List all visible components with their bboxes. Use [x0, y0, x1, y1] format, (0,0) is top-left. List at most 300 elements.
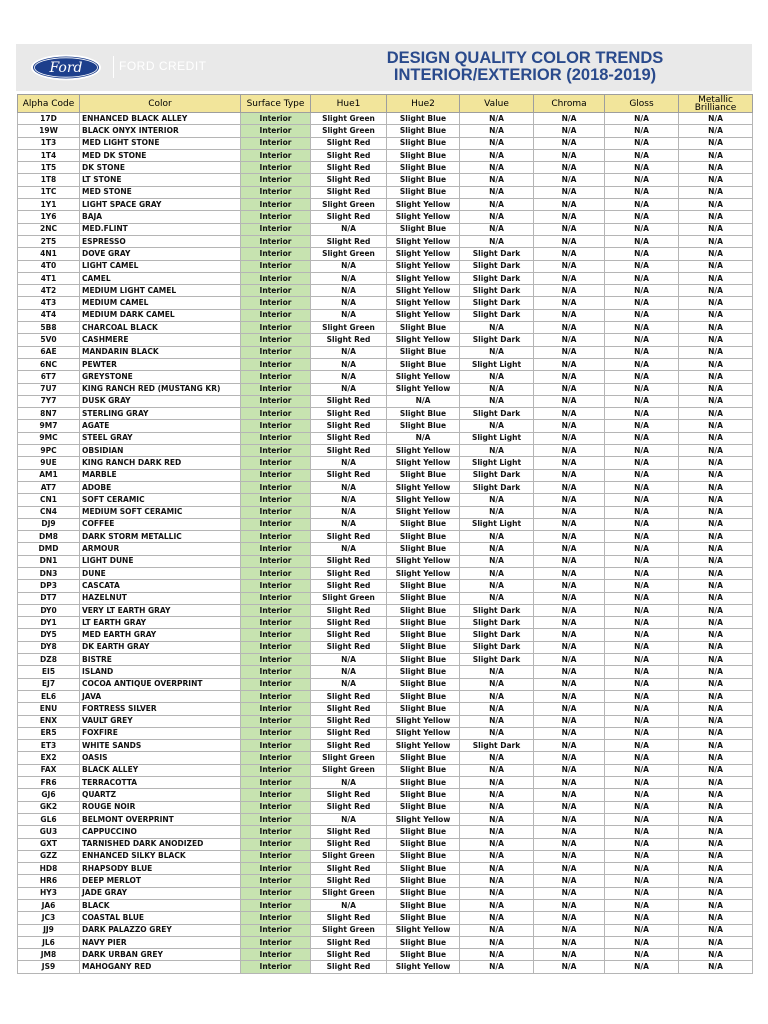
- hue1-cell: N/A: [311, 777, 387, 789]
- surface-type-cell: Interior: [241, 850, 311, 862]
- hue2-cell: Slight Yellow: [387, 445, 460, 457]
- alpha-code-cell: 1T5: [18, 162, 80, 174]
- chroma-cell: N/A: [534, 395, 605, 407]
- hue2-cell: Slight Blue: [387, 186, 460, 198]
- alpha-code-cell: 4T0: [18, 260, 80, 272]
- chroma-cell: N/A: [534, 678, 605, 690]
- svg-text:Ford: Ford: [49, 60, 83, 76]
- hue1-cell: Slight Red: [311, 395, 387, 407]
- alpha-code-cell: DY8: [18, 641, 80, 653]
- gloss-cell: N/A: [605, 641, 679, 653]
- hue1-cell: N/A: [311, 371, 387, 383]
- col-header-alpha-code: Alpha Code: [18, 95, 80, 113]
- metallic-brilliance-cell: N/A: [679, 641, 753, 653]
- value-cell: N/A: [460, 912, 534, 924]
- table-row: [18, 125, 753, 137]
- hue1-cell: Slight Red: [311, 690, 387, 702]
- alpha-code-cell: FR6: [18, 777, 80, 789]
- alpha-code-cell: 9UE: [18, 457, 80, 469]
- surface-type-cell: Interior: [241, 383, 311, 395]
- table-row: [18, 887, 753, 899]
- gloss-cell: N/A: [605, 617, 679, 629]
- gloss-cell: N/A: [605, 149, 679, 161]
- hue2-cell: Slight Yellow: [387, 506, 460, 518]
- hue1-cell: Slight Green: [311, 248, 387, 260]
- metallic-brilliance-cell: N/A: [679, 408, 753, 420]
- table-row: [18, 543, 753, 555]
- chroma-cell: N/A: [534, 555, 605, 567]
- value-cell: Slight Dark: [460, 641, 534, 653]
- hue1-cell: N/A: [311, 285, 387, 297]
- chroma-cell: N/A: [534, 580, 605, 592]
- hue2-cell: Slight Blue: [387, 469, 460, 481]
- gloss-cell: N/A: [605, 199, 679, 211]
- hue2-cell: Slight Yellow: [387, 924, 460, 936]
- color-name-cell: LIGHT DUNE: [80, 555, 241, 567]
- metallic-brilliance-cell: N/A: [679, 432, 753, 444]
- hue1-cell: N/A: [311, 813, 387, 825]
- hue2-cell: Slight Blue: [387, 826, 460, 838]
- hue2-cell: Slight Blue: [387, 752, 460, 764]
- metallic-brilliance-cell: N/A: [679, 125, 753, 137]
- chroma-cell: N/A: [534, 149, 605, 161]
- value-cell: N/A: [460, 666, 534, 678]
- hue1-cell: Slight Red: [311, 235, 387, 247]
- value-cell: Slight Light: [460, 457, 534, 469]
- value-cell: Slight Dark: [460, 260, 534, 272]
- hue2-cell: Slight Blue: [387, 580, 460, 592]
- color-name-cell: MEDIUM LIGHT CAMEL: [80, 285, 241, 297]
- alpha-code-cell: 8N7: [18, 408, 80, 420]
- col-header-metallic-brilliance: Metallic Brilliance: [679, 95, 753, 113]
- color-name-cell: CASHMERE: [80, 334, 241, 346]
- hue2-cell: Slight Yellow: [387, 211, 460, 223]
- alpha-code-cell: GL6: [18, 813, 80, 825]
- alpha-code-cell: 1Y1: [18, 199, 80, 211]
- value-cell: N/A: [460, 199, 534, 211]
- metallic-brilliance-cell: N/A: [679, 924, 753, 936]
- value-cell: N/A: [460, 420, 534, 432]
- chroma-cell: N/A: [534, 531, 605, 543]
- color-name-cell: JADE GRAY: [80, 887, 241, 899]
- table-row: [18, 777, 753, 789]
- color-name-cell: ENHANCED SILKY BLACK: [80, 850, 241, 862]
- surface-type-cell: Interior: [241, 555, 311, 567]
- alpha-code-cell: GZZ: [18, 850, 80, 862]
- gloss-cell: N/A: [605, 949, 679, 961]
- chroma-cell: N/A: [534, 654, 605, 666]
- surface-type-cell: Interior: [241, 395, 311, 407]
- surface-type-cell: Interior: [241, 924, 311, 936]
- hue2-cell: Slight Yellow: [387, 297, 460, 309]
- hue2-cell: Slight Blue: [387, 162, 460, 174]
- table-row: [18, 567, 753, 579]
- value-cell: N/A: [460, 567, 534, 579]
- surface-type-cell: Interior: [241, 752, 311, 764]
- metallic-brilliance-cell: N/A: [679, 690, 753, 702]
- table-row: [18, 469, 753, 481]
- gloss-cell: N/A: [605, 727, 679, 739]
- page-title: [316, 50, 734, 84]
- chroma-cell: N/A: [534, 727, 605, 739]
- chroma-cell: N/A: [534, 740, 605, 752]
- color-name-cell: FORTRESS SILVER: [80, 703, 241, 715]
- metallic-brilliance-cell: N/A: [679, 162, 753, 174]
- chroma-cell: N/A: [534, 125, 605, 137]
- hue2-cell: Slight Yellow: [387, 272, 460, 284]
- table-row: [18, 211, 753, 223]
- color-name-cell: CAPPUCCINO: [80, 826, 241, 838]
- page-header: [16, 44, 752, 91]
- chroma-cell: N/A: [534, 506, 605, 518]
- alpha-code-cell: 2NC: [18, 223, 80, 235]
- table-row: [18, 371, 753, 383]
- metallic-brilliance-cell: N/A: [679, 887, 753, 899]
- color-name-cell: AGATE: [80, 420, 241, 432]
- hue1-cell: Slight Red: [311, 641, 387, 653]
- col-header-hue1: Hue1: [311, 95, 387, 113]
- hue1-cell: Slight Red: [311, 826, 387, 838]
- color-name-cell: LIGHT CAMEL: [80, 260, 241, 272]
- surface-type-cell: Interior: [241, 186, 311, 198]
- color-name-cell: GREYSTONE: [80, 371, 241, 383]
- hue2-cell: Slight Yellow: [387, 309, 460, 321]
- surface-type-cell: Interior: [241, 248, 311, 260]
- hue1-cell: Slight Red: [311, 162, 387, 174]
- chroma-cell: N/A: [534, 223, 605, 235]
- color-name-cell: CHARCOAL BLACK: [80, 322, 241, 334]
- hue1-cell: Slight Red: [311, 875, 387, 887]
- table-row: [18, 912, 753, 924]
- value-cell: N/A: [460, 813, 534, 825]
- chroma-cell: N/A: [534, 813, 605, 825]
- table-row: [18, 223, 753, 235]
- surface-type-cell: Interior: [241, 125, 311, 137]
- surface-type-cell: Interior: [241, 113, 311, 125]
- table-row: [18, 248, 753, 260]
- value-cell: N/A: [460, 235, 534, 247]
- table-row: [18, 395, 753, 407]
- hue2-cell: Slight Blue: [387, 149, 460, 161]
- hue1-cell: N/A: [311, 543, 387, 555]
- table-row: [18, 826, 753, 838]
- surface-type-cell: Interior: [241, 604, 311, 616]
- value-cell: N/A: [460, 850, 534, 862]
- gloss-cell: N/A: [605, 604, 679, 616]
- chroma-cell: N/A: [534, 494, 605, 506]
- table-row: [18, 285, 753, 297]
- hue1-cell: Slight Green: [311, 764, 387, 776]
- color-name-cell: MED LIGHT STONE: [80, 137, 241, 149]
- hue2-cell: Slight Yellow: [387, 740, 460, 752]
- hue1-cell: Slight Red: [311, 555, 387, 567]
- value-cell: N/A: [460, 186, 534, 198]
- metallic-brilliance-cell: N/A: [679, 149, 753, 161]
- hue2-cell: Slight Blue: [387, 617, 460, 629]
- hue1-cell: Slight Red: [311, 567, 387, 579]
- value-cell: N/A: [460, 801, 534, 813]
- brand-divider: [113, 56, 114, 78]
- color-name-cell: DUNE: [80, 567, 241, 579]
- color-name-cell: SOFT CERAMIC: [80, 494, 241, 506]
- alpha-code-cell: 4T2: [18, 285, 80, 297]
- surface-type-cell: Interior: [241, 900, 311, 912]
- hue2-cell: Slight Yellow: [387, 813, 460, 825]
- table-row: [18, 850, 753, 862]
- alpha-code-cell: 5B8: [18, 322, 80, 334]
- surface-type-cell: Interior: [241, 162, 311, 174]
- table-row: [18, 113, 753, 125]
- hue1-cell: N/A: [311, 383, 387, 395]
- gloss-cell: N/A: [605, 432, 679, 444]
- value-cell: N/A: [460, 789, 534, 801]
- table-row: [18, 186, 753, 198]
- gloss-cell: N/A: [605, 789, 679, 801]
- alpha-code-cell: DT7: [18, 592, 80, 604]
- value-cell: N/A: [460, 690, 534, 702]
- value-cell: Slight Light: [460, 358, 534, 370]
- gloss-cell: N/A: [605, 162, 679, 174]
- gloss-cell: N/A: [605, 961, 679, 973]
- table-row: [18, 531, 753, 543]
- value-cell: Slight Dark: [460, 604, 534, 616]
- color-name-cell: BLACK ONYX INTERIOR: [80, 125, 241, 137]
- alpha-code-cell: GXT: [18, 838, 80, 850]
- chroma-cell: N/A: [534, 162, 605, 174]
- color-name-cell: ROUGE NOIR: [80, 801, 241, 813]
- table-header-row: [18, 95, 753, 113]
- hue2-cell: Slight Blue: [387, 420, 460, 432]
- hue2-cell: Slight Blue: [387, 764, 460, 776]
- hue1-cell: Slight Green: [311, 924, 387, 936]
- table-row: [18, 149, 753, 161]
- surface-type-cell: Interior: [241, 481, 311, 493]
- hue1-cell: Slight Red: [311, 961, 387, 973]
- gloss-cell: N/A: [605, 813, 679, 825]
- surface-type-cell: Interior: [241, 961, 311, 973]
- table-row: [18, 481, 753, 493]
- metallic-brilliance-cell: N/A: [679, 949, 753, 961]
- chroma-cell: N/A: [534, 186, 605, 198]
- gloss-cell: N/A: [605, 457, 679, 469]
- hue2-cell: Slight Blue: [387, 912, 460, 924]
- metallic-brilliance-cell: N/A: [679, 617, 753, 629]
- gloss-cell: N/A: [605, 764, 679, 776]
- alpha-code-cell: EI5: [18, 666, 80, 678]
- hue2-cell: Slight Blue: [387, 358, 460, 370]
- chroma-cell: N/A: [534, 887, 605, 899]
- alpha-code-cell: HR6: [18, 875, 80, 887]
- alpha-code-cell: DM8: [18, 531, 80, 543]
- hue1-cell: N/A: [311, 506, 387, 518]
- alpha-code-cell: JA6: [18, 900, 80, 912]
- gloss-cell: N/A: [605, 740, 679, 752]
- alpha-code-cell: 5V0: [18, 334, 80, 346]
- metallic-brilliance-cell: N/A: [679, 469, 753, 481]
- surface-type-cell: Interior: [241, 887, 311, 899]
- metallic-brilliance-cell: N/A: [679, 543, 753, 555]
- alpha-code-cell: 6NC: [18, 358, 80, 370]
- table-row: [18, 580, 753, 592]
- surface-type-cell: Interior: [241, 715, 311, 727]
- color-name-cell: STEEL GRAY: [80, 432, 241, 444]
- color-name-cell: DARK STORM METALLIC: [80, 531, 241, 543]
- alpha-code-cell: DN3: [18, 567, 80, 579]
- metallic-brilliance-cell: N/A: [679, 137, 753, 149]
- brand-text: FORD CREDIT: [119, 59, 207, 73]
- gloss-cell: N/A: [605, 924, 679, 936]
- hue2-cell: Slight Blue: [387, 949, 460, 961]
- surface-type-cell: Interior: [241, 678, 311, 690]
- gloss-cell: N/A: [605, 113, 679, 125]
- value-cell: Slight Dark: [460, 297, 534, 309]
- gloss-cell: N/A: [605, 174, 679, 186]
- value-cell: Slight Dark: [460, 740, 534, 752]
- metallic-brilliance-cell: N/A: [679, 936, 753, 948]
- metallic-brilliance-cell: N/A: [679, 322, 753, 334]
- value-cell: N/A: [460, 322, 534, 334]
- metallic-brilliance-cell: N/A: [679, 223, 753, 235]
- chroma-cell: N/A: [534, 334, 605, 346]
- color-name-cell: VAULT GREY: [80, 715, 241, 727]
- hue1-cell: N/A: [311, 346, 387, 358]
- gloss-cell: N/A: [605, 801, 679, 813]
- hue2-cell: Slight Yellow: [387, 260, 460, 272]
- hue1-cell: Slight Green: [311, 199, 387, 211]
- value-cell: Slight Dark: [460, 629, 534, 641]
- hue2-cell: Slight Yellow: [387, 715, 460, 727]
- hue1-cell: N/A: [311, 654, 387, 666]
- color-name-cell: DEEP MERLOT: [80, 875, 241, 887]
- surface-type-cell: Interior: [241, 580, 311, 592]
- hue2-cell: Slight Blue: [387, 346, 460, 358]
- hue1-cell: Slight Red: [311, 801, 387, 813]
- table-row: [18, 432, 753, 444]
- value-cell: Slight Dark: [460, 309, 534, 321]
- metallic-brilliance-cell: N/A: [679, 900, 753, 912]
- chroma-cell: N/A: [534, 777, 605, 789]
- chroma-cell: N/A: [534, 801, 605, 813]
- value-cell: Slight Dark: [460, 617, 534, 629]
- hue1-cell: Slight Red: [311, 420, 387, 432]
- chroma-cell: N/A: [534, 199, 605, 211]
- chroma-cell: N/A: [534, 358, 605, 370]
- value-cell: N/A: [460, 863, 534, 875]
- gloss-cell: N/A: [605, 223, 679, 235]
- chroma-cell: N/A: [534, 297, 605, 309]
- table-row: [18, 690, 753, 702]
- color-name-cell: OBSIDIAN: [80, 445, 241, 457]
- alpha-code-cell: CN1: [18, 494, 80, 506]
- metallic-brilliance-cell: N/A: [679, 752, 753, 764]
- value-cell: Slight Dark: [460, 654, 534, 666]
- surface-type-cell: Interior: [241, 543, 311, 555]
- value-cell: N/A: [460, 125, 534, 137]
- metallic-brilliance-cell: N/A: [679, 383, 753, 395]
- chroma-cell: N/A: [534, 211, 605, 223]
- chroma-cell: N/A: [534, 457, 605, 469]
- hue2-cell: Slight Blue: [387, 137, 460, 149]
- hue1-cell: Slight Red: [311, 211, 387, 223]
- gloss-cell: N/A: [605, 285, 679, 297]
- table-row: [18, 358, 753, 370]
- metallic-brilliance-cell: N/A: [679, 186, 753, 198]
- hue1-cell: Slight Red: [311, 186, 387, 198]
- chroma-cell: N/A: [534, 666, 605, 678]
- metallic-brilliance-cell: N/A: [679, 740, 753, 752]
- hue1-cell: Slight Green: [311, 322, 387, 334]
- table-row: [18, 654, 753, 666]
- surface-type-cell: Interior: [241, 469, 311, 481]
- alpha-code-cell: AT7: [18, 481, 80, 493]
- gloss-cell: N/A: [605, 322, 679, 334]
- hue1-cell: Slight Red: [311, 469, 387, 481]
- value-cell: N/A: [460, 506, 534, 518]
- gloss-cell: N/A: [605, 395, 679, 407]
- value-cell: Slight Light: [460, 518, 534, 530]
- alpha-code-cell: ENX: [18, 715, 80, 727]
- metallic-brilliance-cell: N/A: [679, 334, 753, 346]
- surface-type-cell: Interior: [241, 592, 311, 604]
- chroma-cell: N/A: [534, 408, 605, 420]
- alpha-code-cell: FAX: [18, 764, 80, 776]
- color-name-cell: DARK URBAN GREY: [80, 949, 241, 961]
- table-row: [18, 137, 753, 149]
- hue2-cell: Slight Blue: [387, 838, 460, 850]
- table-row: [18, 838, 753, 850]
- value-cell: N/A: [460, 383, 534, 395]
- gloss-cell: N/A: [605, 543, 679, 555]
- metallic-brilliance-cell: N/A: [679, 567, 753, 579]
- table-row: [18, 949, 753, 961]
- table-row: [18, 174, 753, 186]
- gloss-cell: N/A: [605, 506, 679, 518]
- metallic-brilliance-cell: N/A: [679, 961, 753, 973]
- color-name-cell: BAJA: [80, 211, 241, 223]
- hue1-cell: N/A: [311, 457, 387, 469]
- chroma-cell: N/A: [534, 420, 605, 432]
- color-name-cell: ADOBE: [80, 481, 241, 493]
- table-row: [18, 813, 753, 825]
- value-cell: Slight Light: [460, 432, 534, 444]
- hue2-cell: Slight Blue: [387, 223, 460, 235]
- gloss-cell: N/A: [605, 186, 679, 198]
- hue2-cell: Slight Blue: [387, 703, 460, 715]
- hue2-cell: Slight Blue: [387, 174, 460, 186]
- gloss-cell: N/A: [605, 518, 679, 530]
- table-row: [18, 715, 753, 727]
- chroma-cell: N/A: [534, 137, 605, 149]
- col-header-chroma: Chroma: [534, 95, 605, 113]
- alpha-code-cell: 7Y7: [18, 395, 80, 407]
- hue2-cell: N/A: [387, 432, 460, 444]
- value-cell: N/A: [460, 764, 534, 776]
- hue1-cell: N/A: [311, 260, 387, 272]
- gloss-cell: N/A: [605, 715, 679, 727]
- metallic-brilliance-cell: N/A: [679, 285, 753, 297]
- surface-type-cell: Interior: [241, 777, 311, 789]
- hue1-cell: N/A: [311, 481, 387, 493]
- metallic-brilliance-cell: N/A: [679, 789, 753, 801]
- table-row: [18, 592, 753, 604]
- hue2-cell: Slight Blue: [387, 654, 460, 666]
- chroma-cell: N/A: [534, 617, 605, 629]
- metallic-brilliance-cell: N/A: [679, 371, 753, 383]
- table-row: [18, 555, 753, 567]
- color-name-cell: ISLAND: [80, 666, 241, 678]
- value-cell: Slight Dark: [460, 285, 534, 297]
- surface-type-cell: Interior: [241, 297, 311, 309]
